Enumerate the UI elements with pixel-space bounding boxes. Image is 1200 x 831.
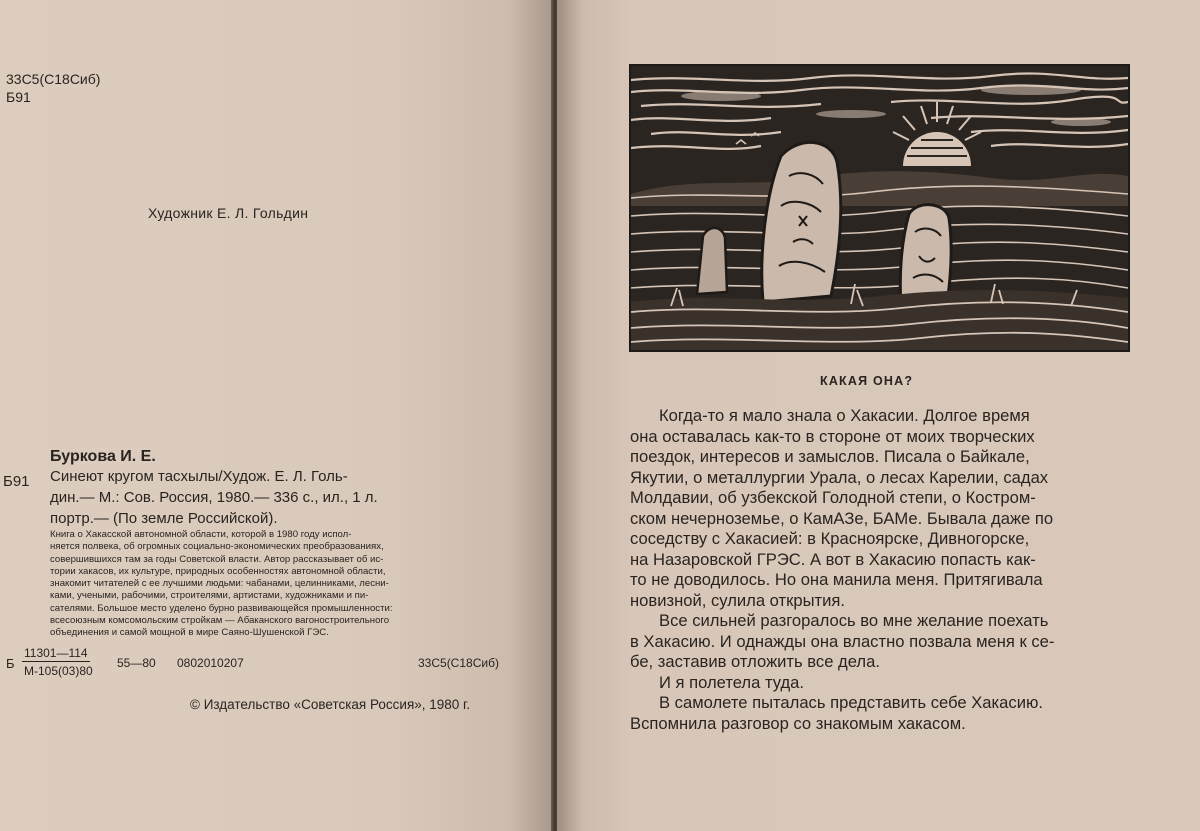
catalog-block	[6, 646, 516, 680]
catalog-numerator: 11301—114	[24, 646, 88, 660]
text-line: соседству с Хакасией: в Красноярске, Дивногорске,	[630, 529, 1030, 548]
biblio-line: дин.— М.: Сов. Россия, 1980.— 336 с., ил., 1 л.	[50, 489, 378, 506]
annotation-line: тории хакасов, их культуре, природных особенностях автономной области,	[50, 565, 386, 577]
left-page	[0, 0, 553, 831]
author-mark: Б91	[3, 473, 30, 490]
catalog-letter: Б	[6, 656, 15, 671]
classifier-code: 33С5(С18Сиб)	[6, 71, 101, 87]
catalog-isbn: 0802010207	[177, 656, 244, 670]
text-line: поездок, интересов и замыслов. Писала о Байкале,	[630, 447, 1030, 466]
text-line: на Назаровской ГРЭС. А вот в Хакасию попасть как-	[630, 549, 1036, 569]
annotation-line: всесоюзным комсомольским стройкам — Абаканского вагоностроительного	[50, 615, 390, 627]
bibliographic-description	[50, 466, 530, 529]
catalog-price-code: 55—80	[117, 656, 156, 670]
text-line: Все сильней разгоралось во мне желание поехать	[659, 611, 1049, 630]
catalog-bbk: 33С5(С18Сиб)	[418, 656, 499, 670]
text-line: она оставалась как-то в стороне от моих творческих	[630, 426, 1035, 446]
biblio-line: Синеют кругом тасхылы/Худож. Е. Л. Голь-	[50, 468, 348, 485]
classifier-block	[6, 70, 100, 106]
text-line: бе, заставив отложить все дела.	[630, 652, 880, 671]
artist-credit: Художник Е. Л. Гольдин	[148, 205, 309, 221]
text-line: Вспомнила разговор со знакомым хакасом.	[630, 713, 966, 733]
woodcut-landscape-icon	[629, 64, 1130, 352]
text-line: в Хакасию. И однажды она властно позвала меня к се-	[630, 631, 1055, 651]
text-line: ском нечерноземье, о КамАЗе, БАМе. Бывала даже по	[630, 508, 1054, 528]
annotation-line: совершившихся там за годы Советской власти. Автор рассказывает об ис-	[50, 553, 384, 565]
text-line: Молдавии, об узбекской Голодной степи, о Костром-	[630, 488, 1036, 507]
author-name: Буркова И. Е.	[50, 448, 156, 465]
text-line: В самолете пыталась представить себе Хакасию.	[659, 693, 1044, 712]
annotation-line: сателями. Большое место уделено бурно развивающейся промышленности:	[50, 602, 393, 614]
annotation-line: няется полвека, об огромных социально-экономических преобразованиях,	[50, 541, 384, 553]
body-text	[630, 406, 1138, 734]
annotation-line: объединения и самой мощной в мире Саяно-Шушенской ГЭС.	[50, 627, 329, 639]
classifier-index: Б91	[6, 89, 31, 105]
annotation-line: знакомит читателей с ее лучшими людьми: чабанами, целинниками, лесни-	[50, 578, 389, 590]
annotation	[50, 529, 520, 640]
text-line: И я полетела туда.	[659, 672, 805, 692]
chapter-title: КАКАЯ ОНА?	[820, 374, 914, 388]
text-line: то не доводилось. Но она манила меня. Притягивала	[630, 570, 1043, 589]
annotation-line: ками, учеными, рабочими, строителями, артистами, художниками и пи-	[50, 590, 369, 602]
text-line: новизной, сулила открытия.	[630, 590, 846, 610]
text-line: Якутии, о металлургии Урала, о лесах Карелии, садах	[630, 467, 1049, 487]
text-line: Когда-то я мало знала о Хакасии. Долгое время	[659, 406, 1030, 425]
annotation-line: Книга о Хакасской автономной области, которой в 1980 году испол-	[50, 529, 352, 540]
catalog-denominator: М-105(03)80	[24, 664, 93, 678]
copyright-line: © Издательство «Советская Россия», 1980 г.	[190, 697, 471, 712]
biblio-line: портр.— (По земле Российской).	[50, 510, 278, 527]
